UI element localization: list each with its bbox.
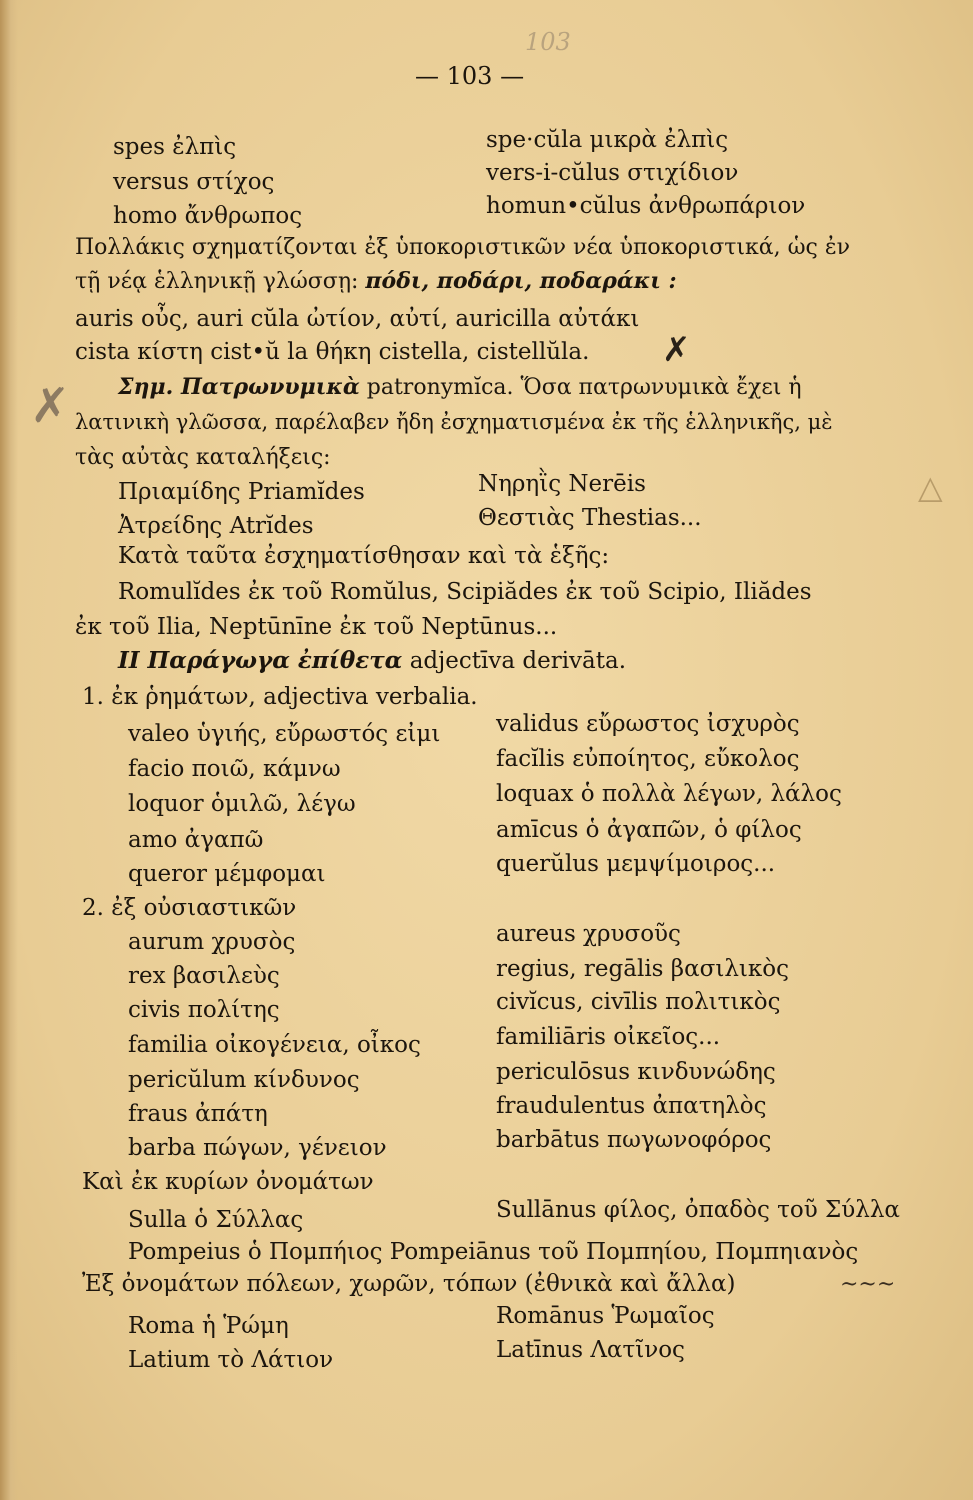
line-16-bold: II Παράγωγα ἐπίθετα (118, 647, 403, 674)
line-30-left: barba πώγων, γένειον (128, 1135, 387, 1161)
line-1-right: spe·cŭla μικρὰ ἐλπὶς (486, 127, 729, 153)
ink-smudge: ~~~ (840, 1272, 896, 1297)
line-8-bold: Σημ. Πατρωνυμικὰ (118, 374, 360, 400)
line-25-right: regius, regālis βασιλικὸς (496, 956, 790, 982)
line-23: 2. ἐξ οὐσιαστικῶν (82, 895, 297, 921)
line-7: cista κίστη cist•ŭ la θήκη cistella, cistellŭla. (75, 339, 590, 365)
line-21-left: amo ἀγαπῶ (128, 827, 264, 853)
line-16-plain: adjectīva derivāta. (409, 648, 627, 674)
page-number: — 103 — (415, 62, 525, 90)
line-30-right: barbātus πωγωνοφόρος (496, 1127, 772, 1153)
line-29-left: fraus ἀπάτη (128, 1101, 268, 1127)
margin-delta-mark: △ (918, 468, 943, 506)
line-16 (118, 647, 626, 675)
margin-cross-mark: ✗ (30, 378, 71, 434)
line-35-left: Roma ἡ Ῥώμη (128, 1313, 289, 1339)
line-22-left: queror μέμφομαι (128, 861, 326, 887)
line-15: ἐκ τοῦ Ilia, Neptūnīne ἐκ τοῦ Neptūnus... (75, 614, 558, 640)
line-31: Καὶ ἐκ κυρίων ὀνομάτων (82, 1169, 374, 1195)
line-14: Romulĭdes ἐκ τοῦ Romŭlus, Scipiădes ἐκ τοῦ Scipio, Iliădes (118, 579, 812, 605)
line-32-left: Sulla ὁ Σύλλας (128, 1207, 304, 1233)
line-2-left: versus στίχος (113, 169, 275, 195)
line-34: Ἐξ ὀνομάτων πόλεων, χωρῶν, τόπων (ἐθνικὰ καὶ ἄλλα) (82, 1271, 736, 1297)
line-12-left: Ἀτρείδης Atrĭdes (118, 513, 314, 539)
line-32-right: Sullānus φίλος, ὀπαδὸς τοῦ Σύλλα (496, 1197, 900, 1223)
page-edge (0, 0, 18, 1500)
line-35-right: Romānus Ῥωμαῖος (496, 1303, 715, 1329)
line-22-right: querŭlus μεμψίμοιρος... (496, 851, 776, 877)
line-5-bold: πόδι, ποδάρι, ποδαράκι : (365, 268, 677, 294)
line-27-left: familia οἰκογένεια, οἶκος (128, 1032, 421, 1058)
line-20-left: loquor ὁμιλῶ, λέγω (128, 791, 356, 817)
line-25-left: rex βασιλεὺς (128, 963, 280, 989)
line-8-plain: patronymĭca. Ὅσα πατρωνυμικὰ ἔχει ἡ (366, 375, 802, 400)
line-36-left: Latium τὸ Λάτιον (128, 1347, 334, 1373)
line-19-left: facio ποιῶ, κάμνω (128, 756, 341, 782)
line-28-right: periculōsus κινδυνώδης (496, 1059, 776, 1085)
line-3-left: homo ἄνθρωπος (113, 203, 303, 229)
line-10: τὰς αὐτὰς καταλήξεις: (75, 445, 331, 470)
line-2-right: vers-i-cŭlus στιχίδιον (486, 160, 739, 186)
line-26-right: civĭcus, civīlis πολιτικὸς (496, 989, 781, 1015)
line-12-right: Θεστιὰς Thestias... (478, 505, 702, 531)
line-21-right: amīcus ὁ ἀγαπῶν, ὁ φίλος (496, 817, 802, 843)
inline-cross-mark: ✗ (662, 330, 691, 370)
line-5-plain: τῇ νέᾳ ἑλληνικῇ γλώσσῃ: (75, 269, 359, 294)
line-28-left: pericŭlum κίνδυνος (128, 1067, 360, 1093)
line-13: Κατὰ ταῦτα ἐσχηματίσθησαν καὶ τὰ ἑξῆς: (118, 543, 610, 569)
line-33: Pompeius ὁ Πομπήιος Pompeiānus τοῦ Πομπηίου, Πομπηιανὸς (128, 1239, 859, 1265)
line-5 (75, 267, 677, 296)
line-9: λατινικὴ γλῶσσα, παρέλαβεν ἤδη ἐσχηματισμένα ἐκ τῆς ἑλληνικῆς, μὲ (75, 410, 833, 434)
line-26-left: civis πολίτης (128, 997, 280, 1023)
line-27-right: familiāris οἰκεῖος... (496, 1024, 721, 1050)
line-8 (118, 373, 802, 402)
line-24-left: aurum χρυσὸς (128, 929, 296, 955)
line-3-right: homun•cŭlus ἀνθρωπάριον (486, 193, 806, 219)
line-18-right: validus εὔρωστος ἰσχυρὸς (496, 711, 800, 737)
line-18-left: valeo ὑγιής, εὔρωστός εἰμι (128, 721, 441, 747)
line-11-left: Πριαμίδης Priamĭdes (118, 479, 365, 505)
line-1-left: spes ἐλπὶς (113, 134, 237, 160)
line-36-right: Latīnus Λατῖνος (496, 1337, 685, 1363)
line-11-right: Νηρηῒς Nerēis (478, 471, 646, 497)
pencil-note: 103 (525, 28, 571, 56)
line-19-right: facĭlis εὐποίητος, εὔκολος (496, 746, 800, 772)
line-6: auris οὖς, auri cŭla ὠτίον, αὐτί, auricilla αὐτάκι (75, 306, 640, 332)
line-24-right: aureus χρυσοῦς (496, 921, 681, 947)
line-20-right: loquax ὁ πολλὰ λέγων, λάλος (496, 781, 842, 807)
line-17: 1. ἐκ ῥημάτων, adjectiva verbalia. (82, 684, 478, 710)
line-4: Πολλάκις σχηματίζονται ἐξ ὑποκοριστικῶν νέα ὑποκοριστικά, ὡς ἐν (75, 235, 851, 260)
line-29-right: fraudulentus ἀπατηλὸς (496, 1093, 767, 1119)
